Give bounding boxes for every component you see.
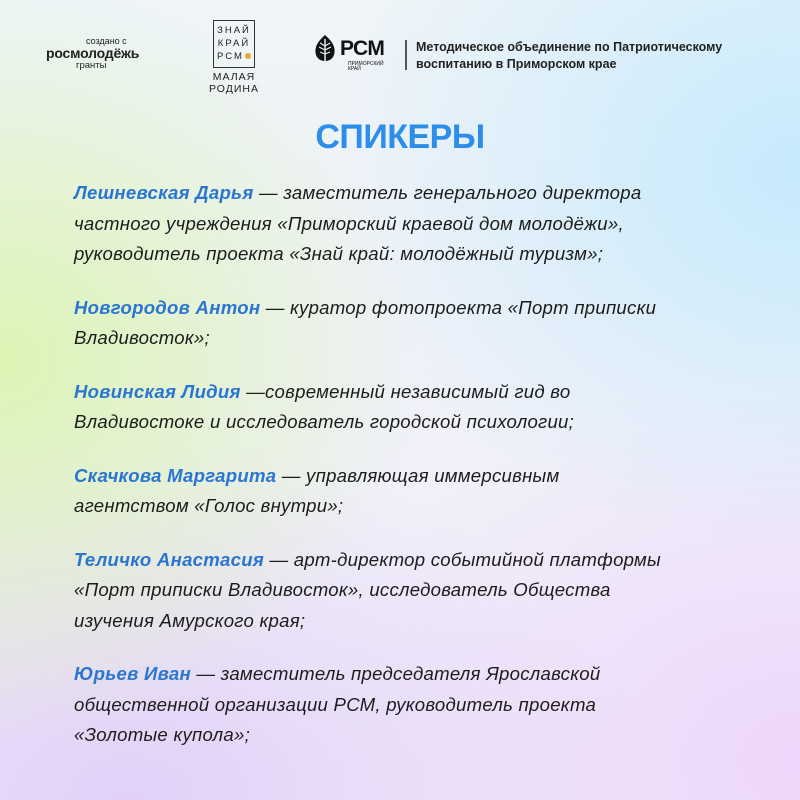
speaker-entry <box>74 545 764 637</box>
speaker-description-line: —современный независимый гид во <box>240 380 571 402</box>
rsm-logo <box>312 34 392 78</box>
malaya-line: МАЛАЯ <box>212 71 256 83</box>
speaker-name: Скачкова Маргарита <box>74 464 277 486</box>
speaker-name: Лешневская Дарья <box>74 182 254 203</box>
org-name-line: Методическое объединение по Патриотическому <box>416 40 723 54</box>
orange-dot-icon <box>245 53 251 59</box>
organization-name <box>416 39 776 73</box>
speaker-description-line: «Золотые купола»; <box>74 724 251 745</box>
logo-brand: росмолодёжь <box>46 45 140 61</box>
speaker-description-line: — заместитель председателя Ярославской <box>190 663 601 684</box>
speaker-description-line: частного учреждения «Приморский краевой дом молодёжи», <box>74 212 624 234</box>
speaker-description-line: — куратор фотопроекта «Порт приписки <box>260 296 657 318</box>
page-title: СПИКЕРЫ <box>315 118 485 156</box>
znay-line: ЗНАЙ <box>217 25 251 36</box>
speakers-list <box>74 178 764 774</box>
speaker-entry <box>74 178 764 270</box>
rosmolodezh-grants-logo <box>46 36 166 71</box>
org-name-line: воспитанию в Приморском крае <box>416 57 617 71</box>
speaker-description-line: общественной организации РСМ, руководитель проекта <box>74 693 597 715</box>
rsm-line: РСМ <box>214 50 254 63</box>
speaker-name: Новгородов Антон <box>74 296 261 318</box>
kray-line: КРАЙ <box>217 38 251 49</box>
speaker-description-line: — управляющая иммерсивным <box>276 464 560 486</box>
speaker-entry <box>74 461 764 522</box>
logo-created-with: создано с <box>86 36 127 46</box>
speaker-name: Юрьев Иван <box>74 663 191 684</box>
leaf-icon <box>312 34 338 64</box>
rsm-abbr: РСМ <box>340 37 385 60</box>
speaker-entry <box>74 659 764 751</box>
speaker-description-line: Владивосток»; <box>74 327 210 348</box>
speaker-description-line: агентством «Голос внутри»; <box>74 495 344 516</box>
speaker-name: Новинская Лидия <box>74 380 241 402</box>
speaker-description-line: — арт-директор событийной платформы <box>264 548 661 570</box>
speaker-name: Теличко Анастасия <box>74 548 265 570</box>
rodina-line: РОДИНА <box>209 83 259 95</box>
speaker-description-line: «Порт приписки Владивосток», исследователь Общества <box>74 579 611 600</box>
rsm-region: ПРИМОРСКИЙ КРАЙ <box>348 61 384 72</box>
speaker-description-line: — заместитель генерального директора <box>253 182 642 203</box>
logo-grants: гранты <box>76 60 107 71</box>
znay-kray-box <box>213 20 255 68</box>
speaker-entry <box>74 377 764 438</box>
speaker-description-line: Владивостоке и исследователь городской психологии; <box>74 411 575 432</box>
znay-kray-logo <box>204 20 264 95</box>
speaker-description-line: изучения Амурского края; <box>74 609 306 631</box>
header-divider <box>405 40 407 70</box>
speaker-entry <box>74 293 764 354</box>
speaker-description-line: руководитель проекта «Знай край: молодёжный туризм»; <box>74 243 604 264</box>
